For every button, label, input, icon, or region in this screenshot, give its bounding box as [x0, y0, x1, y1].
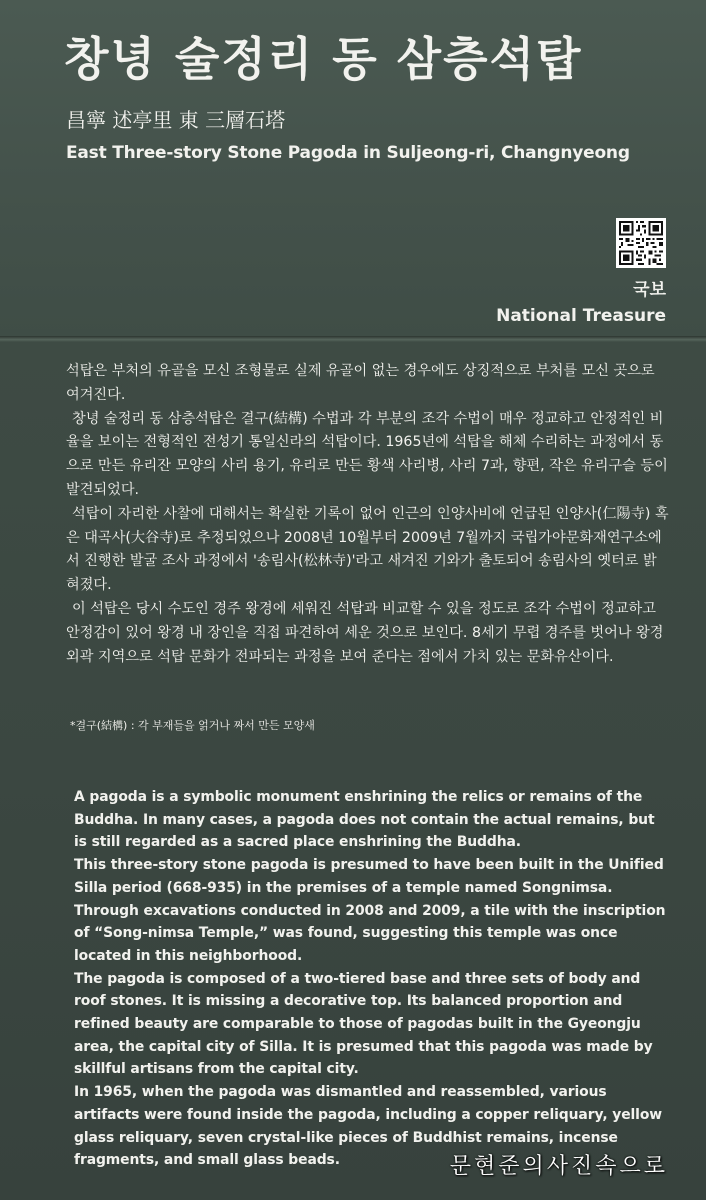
english-description — [74, 786, 672, 1172]
korean-description — [66, 360, 670, 669]
korean-paragraph: 석탑이 자리한 사찰에 대해서는 확실한 기록이 없어 인근의 인양사비에 언급된 인양사(仁陽寺) 혹은 대곡사(大谷寺)로 추정되었으나 2008년 10월부터 2009년 7월까지 국립가야문화재연구소에서 진행한 발굴 조사 과정에서 '송림사(松林寺)'라고 새겨진 기와가 출토되어 송림사의 옛터로 밝혀졌다. — [66, 505, 669, 594]
english-paragraph: This three-story stone pagoda is presumed to have been built in the Unified Silla period (668-935) in the premises of a temple named Songnimsa. Through excavations conducted in 2008 and 2009, a tile with the inscription of “Song-nimsa Temple,” was found, suggesting this temple was once located in this neighborhood. — [74, 857, 666, 964]
korean-paragraph: 이 석탑은 당시 수도인 경주 왕경에 세워진 석탑과 비교할 수 있을 정도로 조각 수법이 정교하고 안정감이 있어 왕경 내 장인을 직접 파견하여 세운 것으로 보인다. 8세기 무렵 경주를 벗어나 왕경 외곽 지역으로 석탑 문화가 전파되는 과정을 보여 준다는 점에서 가치 있는 문화유산이다. — [66, 600, 664, 665]
photographer-watermark: 문현준의사진속으로 — [449, 1154, 668, 1179]
korean-paragraph: 석탑은 부처의 유골을 모신 조형물로 실제 유골이 없는 경우에도 상징적으로 부처를 모신 곳으로 여겨진다. — [66, 363, 655, 403]
designation-korean: 국보 — [633, 280, 666, 300]
qr-code-icon[interactable] — [616, 218, 666, 268]
english-paragraph: In 1965, when the pagoda was dismantled and reassembled, various artifacts were found inside the pagoda, including a copper reliquary, yellow glass reliquary, seven crystal-like pieces of Buddhist remains, incense fragments, and small glass beads. — [74, 1084, 663, 1169]
footnote: *결구(結構) : 각 부재들을 얽거나 짜서 만든 모양새 — [70, 719, 315, 732]
title-hanja: 昌寧 述亭里 東 三層石塔 — [66, 108, 286, 132]
designation-english: National Treasure — [496, 306, 666, 326]
korean-paragraph: 창녕 술정리 동 삼층석탑은 결구(結構) 수법과 각 부분의 조각 수법이 매우 정교하고 안정적인 비율을 보이는 전형적인 전성기 통일신라의 석탑이다. 1965년에 석탑을 해체 수리하는 과정에서 동으로 만든 유리잔 모양의 사리 용기, 유리로 만든 황색 사리병, 사리 7과, 향편, 작은 유리구슬 등이 발견되었다. — [66, 410, 668, 498]
title-english: East Three-story Stone Pagoda in Suljeong-ri, Changnyeong — [66, 143, 630, 163]
english-paragraph: A pagoda is a symbolic monument enshrining the relics or remains of the Buddha. In many cases, a pagoda does not contain the actual remains, but is still regarded as a sacred place enshrining the Buddha. — [74, 789, 655, 851]
title-korean: 창녕 술정리 동 삼층석탑 — [64, 32, 583, 86]
english-paragraph: The pagoda is composed of a two-tiered base and three sets of body and roof stones. It is missing a decorative top. Its balanced proportion and refined beauty are comparable to those of pagodas built in the Gyeongju area, the capital city of Silla. It is presumed that this pagoda was made by skillful artisans from the capital city. — [74, 970, 653, 1078]
